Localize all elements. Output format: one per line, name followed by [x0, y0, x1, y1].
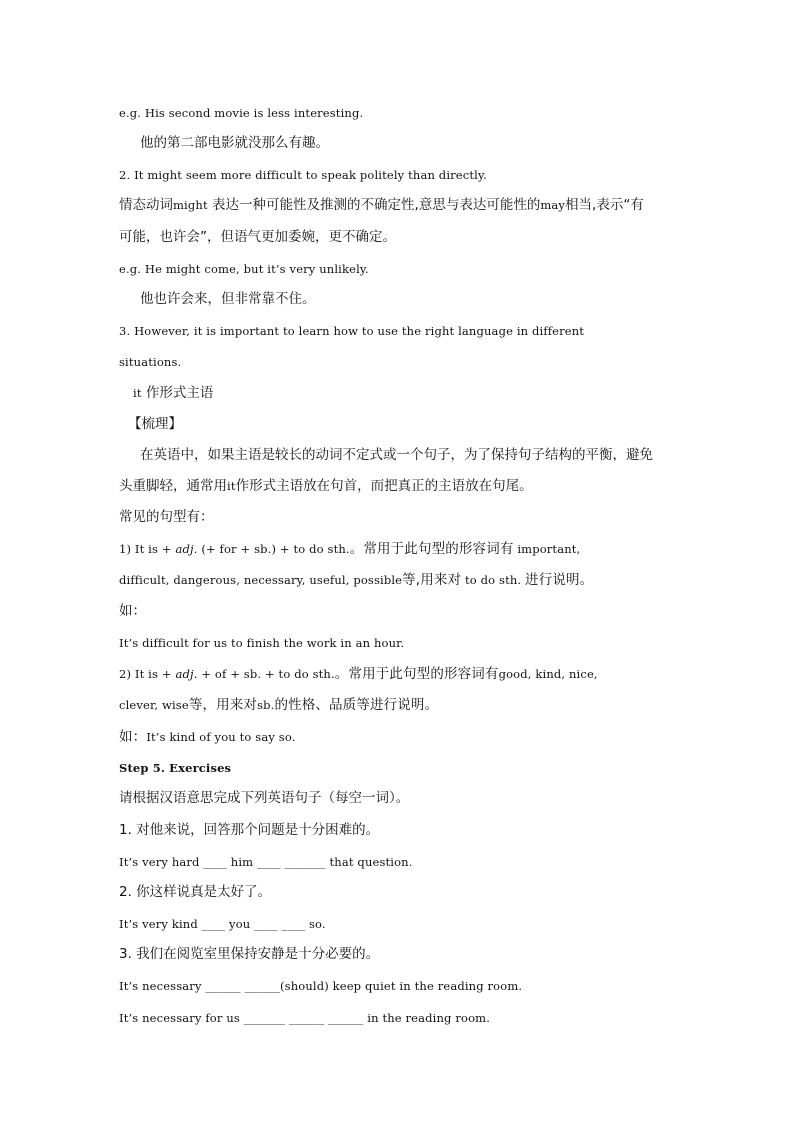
- text-run: it: [133, 386, 142, 400]
- exercise-2-sentence: It’s very kind ____ you ____ ____ so.: [119, 917, 326, 931]
- text-run: + of + sb. + to do sth.: [197, 667, 335, 681]
- text-run: adj.: [175, 542, 198, 556]
- text-run: 作形式主语: [141, 385, 214, 401]
- text-run: adj.: [175, 667, 198, 681]
- pattern-2-example: [119, 729, 296, 745]
- summary-label: 【梳理】: [128, 416, 182, 432]
- example-sentence-2: e.g. He might come, but it’s very unlikely.: [119, 262, 369, 276]
- text-run: 等,用来对: [402, 572, 462, 588]
- text-run: 的性格、品质等进行说明。: [274, 697, 439, 713]
- text-run: difficult, dangerous, necessary, useful, possible: [119, 573, 403, 587]
- text-run: 进行说明。: [525, 572, 594, 588]
- example-sentence-1: e.g. His second movie is less interesting.: [119, 106, 364, 120]
- example-translation-1: 他的第二部电影就没那么有趣。: [140, 135, 329, 151]
- text-run: It’s kind of you to say so.: [146, 730, 296, 744]
- example-translation-2: 他也许会来，但非常靠不住。: [140, 291, 316, 307]
- exercise-2-prompt: 2. 你这样说真是太好了。: [119, 884, 272, 900]
- summary-paragraph-line-1: 在英语中，如果主语是较长的动词不定式或一个句子，为了保持句子结构的平衡，避免: [140, 447, 653, 463]
- summary-paragraph-line-2: [119, 478, 533, 494]
- common-patterns-label: 常见的句型有：: [119, 509, 214, 525]
- point-2-sentence: 2. It might seem more difficult to speak politely than directly.: [119, 168, 487, 182]
- example-label: 如：: [119, 603, 146, 619]
- exercise-1-prompt: 1. 对他来说，回答那个问题是十分困难的。: [119, 822, 380, 838]
- text-run: might: [173, 198, 208, 212]
- text-run: it: [227, 479, 236, 493]
- point-3-sentence-line-1: 3. However, it is important to learn how to use the right language in different: [119, 324, 585, 338]
- text-run: important,: [513, 542, 581, 556]
- text-run: 如：: [119, 729, 147, 745]
- pattern-1-line-2: [119, 572, 593, 588]
- exercise-instructions: 请根据汉语意思完成下列英语句子（每空一词）。: [119, 790, 410, 806]
- text-run: 。常用于此句型的形容词有: [334, 666, 499, 682]
- text-run: 2) It is +: [119, 667, 176, 681]
- text-run: 相当,表示“有: [565, 197, 644, 213]
- pattern-2-line-1: [119, 666, 598, 682]
- exercise-3-prompt: 3. 我们在阅览室里保持安静是十分必要的。: [119, 946, 380, 962]
- exercise-3-sentence-a: It’s necessary ______ ______(should) keep quiet in the reading room.: [119, 979, 523, 993]
- text-run: 头重脚轻，通常用: [119, 478, 227, 494]
- text-run: 情态动词: [119, 197, 173, 213]
- step-heading: Step 5. Exercises: [119, 761, 232, 775]
- pattern-2-line-2: [119, 697, 438, 713]
- exercise-1-sentence: It’s very hard ____ him ____ _______ that question.: [119, 855, 413, 869]
- pattern-1-example: It’s difficult for us to finish the work in an hour.: [119, 636, 405, 650]
- text-run: good, kind, nice,: [498, 667, 598, 681]
- text-run: may: [540, 198, 566, 212]
- text-run: (+ for + sb.) + to do sth.: [197, 542, 350, 556]
- text-run: 表达一种可能性及推测的不确定性,意思与表达可能性的: [207, 197, 541, 213]
- text-run: 等，用来对: [188, 697, 258, 713]
- pattern-1-line-1: [119, 541, 580, 557]
- text-run: clever, wise: [119, 698, 189, 712]
- might-explanation-line-1: [119, 197, 644, 213]
- text-run: to do sth.: [461, 573, 526, 587]
- exercise-3-sentence-b: It’s necessary for us _______ ______ ______ in the reading room.: [119, 1011, 491, 1025]
- text-run: sb.: [257, 698, 275, 712]
- point-3-sentence-line-2: situations.: [119, 355, 182, 369]
- might-explanation-line-2: 可能，也许会”，但语气更加委婉，更不确定。: [119, 229, 396, 245]
- text-run: 。常用于此句型的形容词有: [349, 541, 514, 557]
- text-run: 1) It is +: [119, 542, 176, 556]
- text-run: 作形式主语放在句首，而把真正的主语放在句尾。: [235, 478, 533, 494]
- section-heading-formal-subject: [133, 385, 213, 401]
